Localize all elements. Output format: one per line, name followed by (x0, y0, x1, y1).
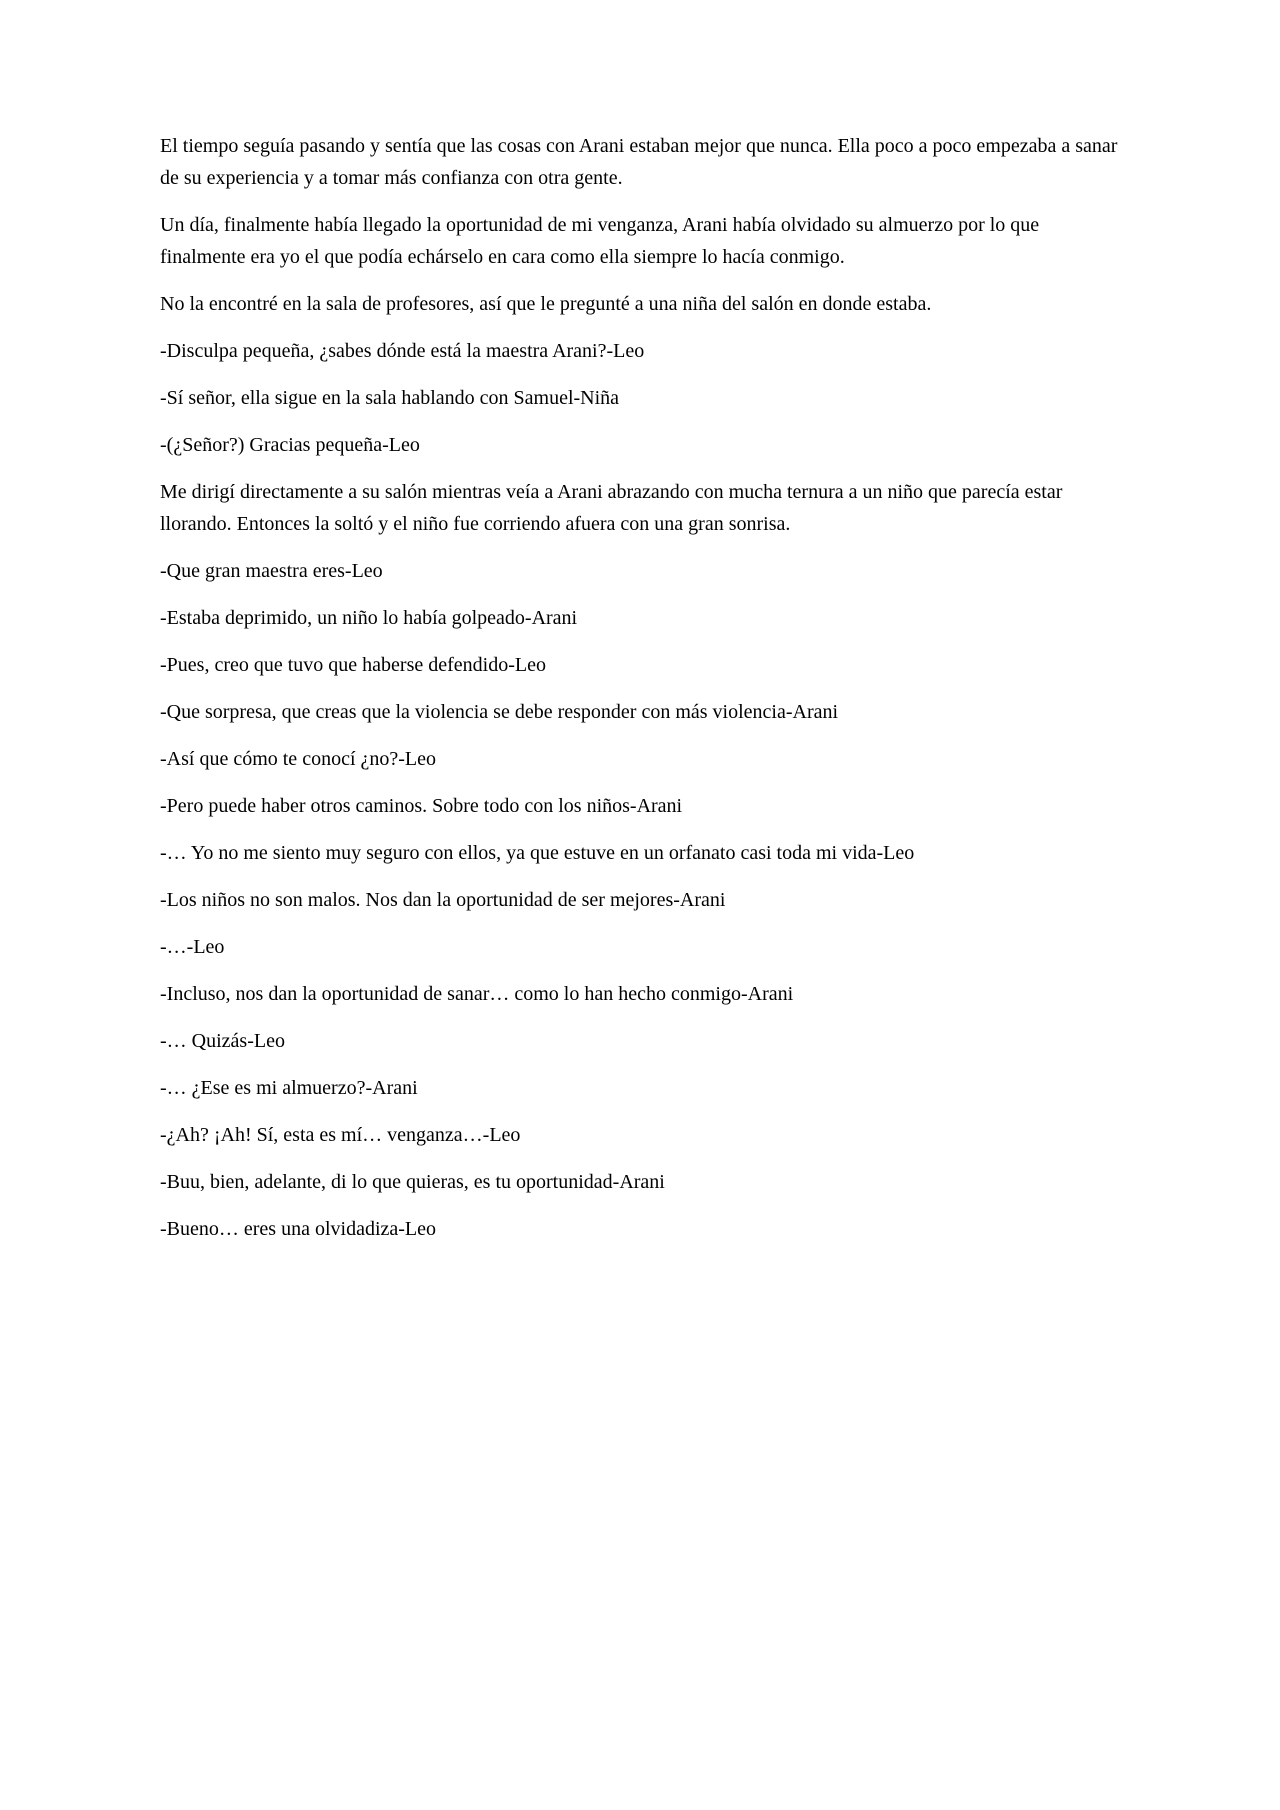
paragraph-dialogue-16: -¿Ah? ¡Ah! Sí, esta es mí… venganza…-Leo (160, 1124, 521, 1146)
paragraph-dialogue-15: -… ¿Ese es mi almuerzo?-Arani (160, 1077, 418, 1099)
paragraph-dialogue-2: -Sí señor, ella sigue en la sala hablando con Samuel-Niña (160, 387, 620, 409)
paragraph-dialogue-9: -Pero puede haber otros caminos. Sobre todo con los niños-Arani (160, 795, 683, 817)
paragraph-dialogue-14: -… Quizás-Leo (160, 1030, 285, 1052)
paragraph-narration-3: No la encontré en la sala de profesores, así que le pregunté a una niña del salón en donde estaba. (160, 293, 932, 315)
paragraph-dialogue-7: -Que sorpresa, que creas que la violencia se debe responder con más violencia-Arani (160, 701, 839, 723)
text-column (160, 130, 1122, 1260)
paragraph-narration-4: Me dirigí directamente a su salón mientras veía a Arani abrazando con mucha ternura a un niño que parecía estar llorando. Entonces la soltó y el niño fue corriendo afuera con una gran sonrisa. (160, 481, 1063, 535)
paragraph-dialogue-18: -Bueno… eres una olvidadiza-Leo (160, 1218, 437, 1240)
paragraph-dialogue-12: -…-Leo (160, 936, 225, 958)
paragraph-dialogue-13: -Incluso, nos dan la oportunidad de sanar… como lo han hecho conmigo-Arani (160, 983, 794, 1005)
paragraph-dialogue-5: -Estaba deprimido, un niño lo había golpeado-Arani (160, 607, 578, 629)
paragraph-dialogue-4: -Que gran maestra eres-Leo (160, 560, 383, 582)
paragraph-dialogue-6: -Pues, creo que tuvo que haberse defendido-Leo (160, 654, 546, 676)
paragraph-narration-1: El tiempo seguía pasando y sentía que las cosas con Arani estaban mejor que nunca. Ella poco a poco empezaba a sanar de su experiencia y a tomar más confianza con otra gente. (160, 135, 1118, 189)
paragraph-dialogue-1: -Disculpa pequeña, ¿sabes dónde está la maestra Arani?-Leo (160, 340, 645, 362)
paragraph-dialogue-10: -… Yo no me siento muy seguro con ellos, ya que estuve en un orfanato casi toda mi vida-Leo (160, 842, 915, 864)
paragraph-dialogue-8: -Así que cómo te conocí ¿no?-Leo (160, 748, 437, 770)
paragraph-dialogue-3: -(¿Señor?) Gracias pequeña-Leo (160, 434, 420, 456)
paragraph-dialogue-17: -Buu, bien, adelante, di lo que quieras, es tu oportunidad-Arani (160, 1171, 665, 1193)
paragraph-narration-2: Un día, finalmente había llegado la oportunidad de mi venganza, Arani había olvidado su almuerzo por lo que finalmente era yo el que podía echárselo en cara como ella siempre lo hacía conmigo. (160, 214, 1040, 268)
paragraph-dialogue-11: -Los niños no son malos. Nos dan la oportunidad de ser mejores-Arani (160, 889, 726, 911)
